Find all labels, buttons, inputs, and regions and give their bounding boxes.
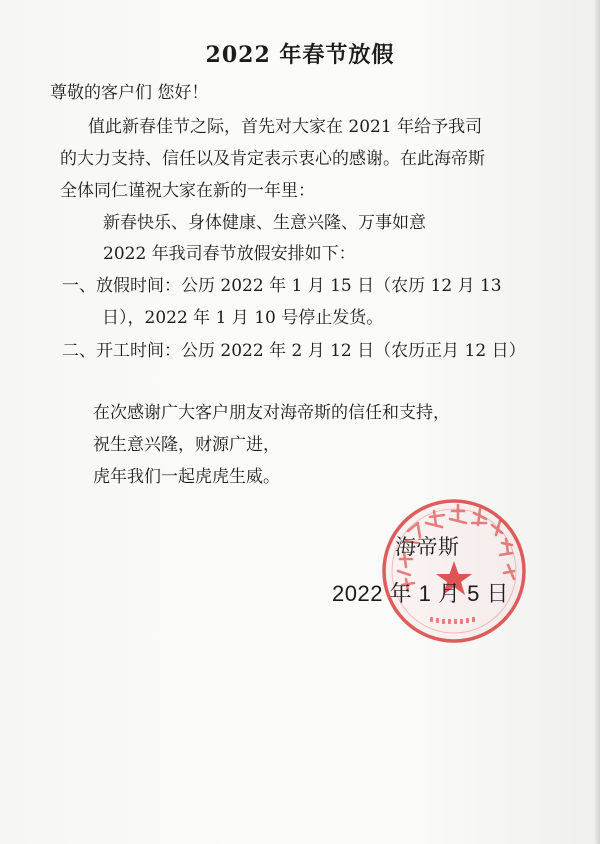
- closing-line-1: 在次感谢广大客户朋友对海帝斯的信任和支持，: [93, 403, 450, 423]
- greeting: 尊敬的客户们 您好！: [50, 83, 209, 103]
- wishes-line: 新春快乐、身体健康、生意兴隆、万事如意: [103, 213, 426, 233]
- page-edge-shadow: [594, 0, 600, 844]
- body-line-2: 的大力支持、信任以及肯定表示衷心的感谢。在此海帝斯: [60, 149, 485, 169]
- signature-company: 海帝斯: [395, 535, 460, 559]
- closing-line-3: 虎年我们一起虎虎生威。: [93, 467, 280, 487]
- holiday-item-1: 一、放假时间：公历 2022 年 1 月 15 日（农历 12 月 13: [62, 276, 502, 296]
- signature-date: 2022 年 1 月 5 日: [332, 581, 509, 606]
- notice-title: 2022 年春节放假: [205, 42, 395, 68]
- arrangement-intro: 2022 年我司春节放假安排如下：: [103, 244, 356, 264]
- holiday-item-1-cont: 日），2022 年 1 月 10 号停止发货。: [102, 308, 384, 328]
- company-seal-icon: [378, 495, 530, 647]
- holiday-item-2: 二、开工时间：公历 2022 年 2 月 12 日（农历正月 12 日）: [62, 341, 526, 361]
- body-line-3: 全体同仁谨祝大家在新的一年里：: [60, 181, 315, 201]
- body-line-1: 值此新春佳节之际，首先对大家在 2021 年给予我司: [88, 117, 483, 137]
- closing-line-2: 祝生意兴隆，财源广进，: [93, 435, 280, 455]
